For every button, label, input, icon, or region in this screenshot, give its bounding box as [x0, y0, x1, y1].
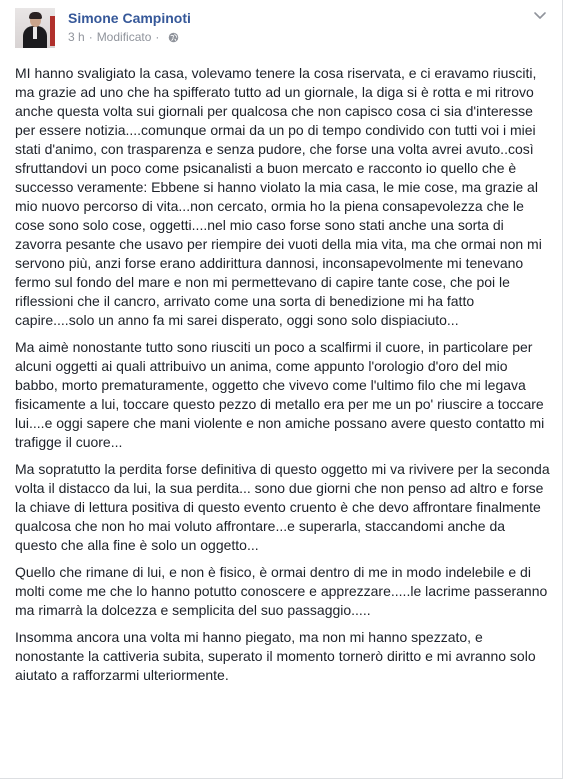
meta-separator: ·: [88, 30, 93, 44]
globe-icon[interactable]: [168, 32, 179, 43]
post-paragraph: Ma sopratutto la perdita forse definitiva di questo oggetto mi va rivivere per la seconda volta il distacco da lui, la sua perdita... sono due giorni che non penso ad altro e forse la chiave di lettura positiva di questo evento cruento è che devo affrontare finalmente qualcosa che non ho mai voluto affrontare...e superarla, staccandomi anche da questo che alla fine è solo un oggetto...: [15, 461, 550, 553]
post-paragraph: Ma aimè nonostante tutto sono riusciti un poco a scalfirmi il cuore, in particolare per alcuni oggetti ai quali attribuivo un anima, come appunto l'orologio d'oro del mio babbo, morto prematuramente, oggetto che vivevo come l'ultimo filo che mi legava fisicamente a lui, toccare questo pezzo di metallo era per me un po' riuscire a toccare lui....e oggi sapere che mani violente e non amiche possano avere questo contatto mi trafigge il cuore...: [15, 339, 545, 450]
chevron-down-icon[interactable]: [532, 10, 548, 22]
post-paragraph: Insomma ancora una volta mi hanno piegato, ma non mi hanno spezzato, e nonostante la cattiveria subita, superato il momento tornerò diritto e mi avranno solo aiutato a rafforzarmi ulteriormente.: [15, 629, 536, 683]
post-time[interactable]: 3 h: [68, 30, 85, 44]
author-name[interactable]: Simone Campinoti: [68, 10, 191, 26]
post-body: [15, 64, 550, 693]
post-paragraph: MI hanno svaligiato la casa, volevamo tenere la cosa riservata, e ci eravamo riusciti, ma grazie ad uno che ha spifferato tutto ad un giornale, la diga si è rotta e mi ritrovo anche questa volta sui giornali per qualcosa che non capisco cosa ci sia d'interesse per essere notizia....comunque ormai da un po di tempo condivido con tutti voi i miei stati d'animo, con trasparenza e senza pudore, che forse una volta avrei avuto..così sfruttandovi un poco come psicanalisti a buon mercato e racconto io quello che è successo veramente: Ebbene si hanno violato la mia casa, le mie cose, ma grazie al mio nuovo percorso di vita...non cercato, ormia ho la piena consapevolezza che le cose sono solo cose, oggetti....nel mio caso forse sono stati anche una sorta di zavorra pesante che usavo per riempire dei vuoti della mia vita, ma che ormai non mi servono più, anzi forse erano addirittura dannosi, inconsapevolmente mi tenevano fermo sul fondo del mare e non mi permettevano di capire tante cose, che poi le riflessioni che il cancro, arrivato come una sorta di benedizione mi ha fatto capire....solo un anno fa mi sarei disperato, oggi sono solo dispiaciuto...: [15, 65, 542, 328]
avatar[interactable]: [15, 8, 55, 48]
post-paragraph: Quello che rimane di lui, e non è fisico, è ormai dentro di me in modo indelebile e di molti come me che lo hanno potutto conoscere e apprezzare.....le lacrime passeranno ma rimarrà la dolcezza e semplicita del suo passaggio.....: [15, 564, 548, 618]
post-header: [15, 8, 552, 54]
meta-separator-2: ·: [155, 30, 160, 44]
post-meta: [68, 30, 179, 44]
edited-label[interactable]: Modificato: [96, 30, 152, 44]
